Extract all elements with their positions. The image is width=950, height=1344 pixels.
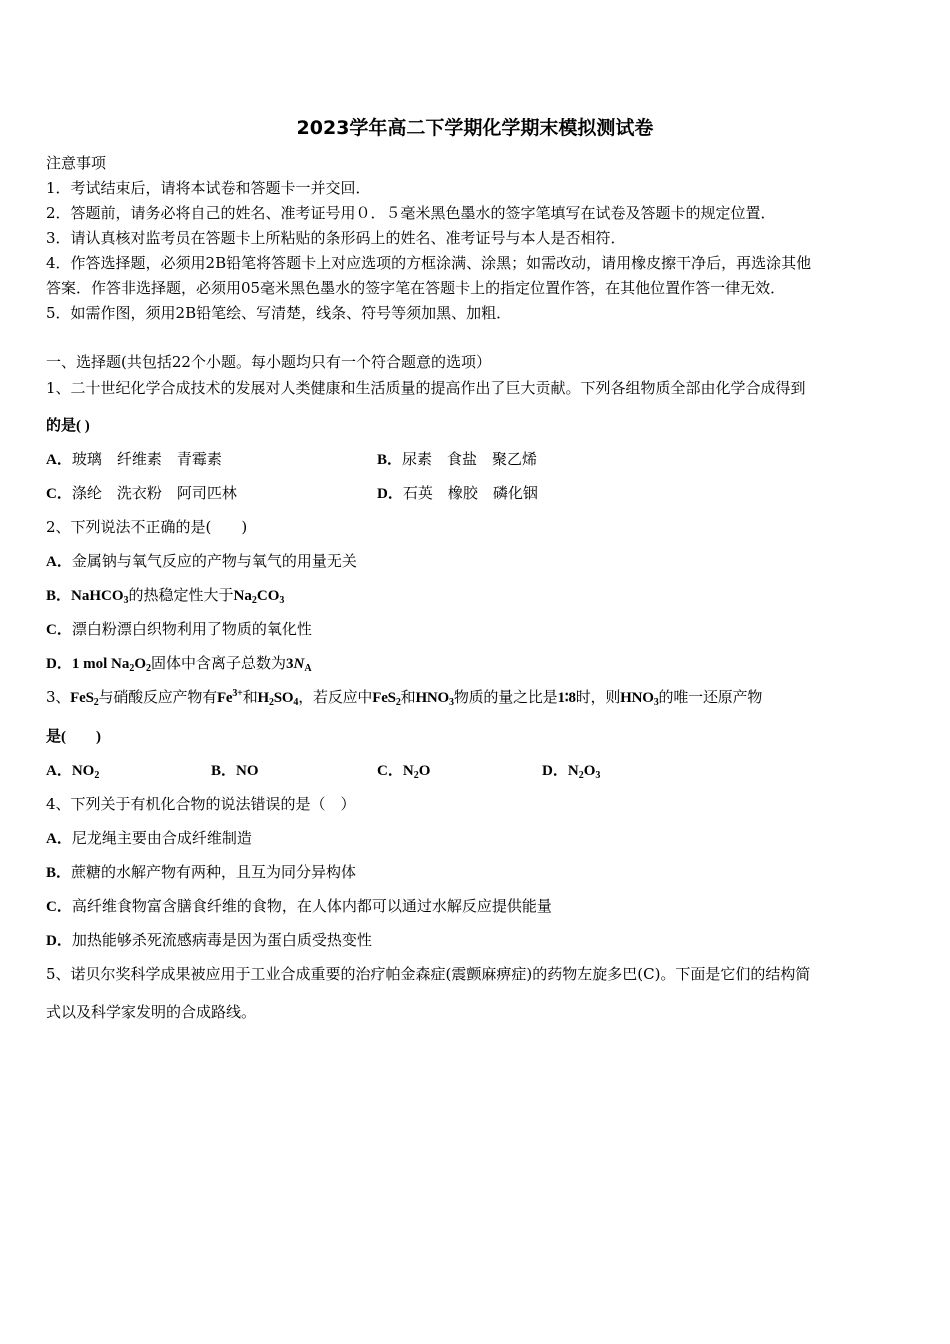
q3-option-b: B．NO (211, 763, 259, 779)
q3-option-c: C．$N_2O$ (377, 763, 431, 781)
q1-option-a: A．玻璃 纤维素 青霉素 (46, 450, 222, 468)
notice-item: 2．答题前，请务必将自己的姓名、准考证号用０．５毫米黑色墨水的签字笔填写在试卷及答题卡的规定位置． (46, 204, 776, 222)
question-4-stem: 4、下列关于有机化合物的说法错误的是（ ） (46, 795, 356, 813)
q4-option-c: C．高纤维食物富含膳食纤维的食物，在人体内都可以通过水解反应提供能量 (46, 897, 552, 915)
q1-option-c: C．涤纶 洗衣粉 阿司匹林 (46, 484, 237, 502)
notice-item: 3．请认真核对监考员在答题卡上所粘贴的条形码上的姓名、准考证号与本人是否相符． (46, 229, 626, 247)
question-3-stem: 3、FeS$_2$与硝酸反应产物有$Fe^{3+}$和$H_2SO_4$，若反应中FeS$_2$和$HNO_3$物质的量之比是1∶8时，则$HNO_3$的唯一还原产物 (46, 688, 763, 708)
question-2-stem: 2、下列说法不正确的是( ) (46, 518, 248, 536)
q2-option-b: B．NaHCO$_3$的热稳定性大于$Na_2CO_3$ (46, 586, 285, 606)
notice-heading: 注意事项 (46, 154, 107, 172)
q4-option-a: A．尼龙绳主要由合成纤维制造 (46, 829, 252, 847)
q1-option-d: D．石英 橡胶 磷化铟 (377, 484, 538, 502)
q3-option-a: A．$NO_2$ (46, 763, 100, 781)
notice-item: 5．如需作图，须用2B铅笔绘、写清楚，线条、符号等须加黑、加粗． (46, 304, 512, 322)
q3-option-d: D．$N_2O_3$ (542, 763, 601, 781)
q4-option-b: B．蔗糖的水解产物有两种，且互为同分异构体 (46, 863, 357, 881)
question-1-stem: 1、二十世纪化学合成技术的发展对人类健康和生活质量的提高作出了巨大贡献。下列各组物质全部由化学合成得到 (46, 379, 806, 397)
q2-option-c: C．漂白粉漂白织物利用了物质的氧化性 (46, 620, 312, 638)
q2-option-d: D．1 mol $Na_2O_2$固体中含离子总数为$3N_A$ (46, 654, 312, 674)
notice-item: 答案．作答非选择题，必须用05毫米黑色墨水的签字笔在答题卡上的指定位置作答，在其他位置作答一律无效． (46, 279, 786, 297)
page-title: 2023学年高二下学期化学期末模拟测试卷 (296, 117, 654, 139)
question-1-stem-end: 的是( ) (46, 418, 90, 434)
question-5-stem-end: 式以及科学家发明的合成路线。 (46, 1003, 257, 1021)
notice-item: 1．考试结束后，请将本试卷和答题卡一并交回． (46, 179, 371, 197)
q4-option-d: D．加热能够杀死流感病毒是因为蛋白质受热变性 (46, 931, 372, 949)
notice-item: 4．作答选择题，必须用2B铅笔将答题卡上对应选项的方框涂满、涂黑；如需改动，请用橡皮擦干净后，再选涂其他 (46, 254, 812, 272)
section-heading: 一、选择题(共包括22个小题。每小题均只有一个符合题意的选项） (46, 353, 491, 371)
q2-option-a: A．金属钠与氧气反应的产物与氧气的用量无关 (46, 552, 357, 570)
question-5-stem: 5、诺贝尔奖科学成果被应用于工业合成重要的治疗帕金森症(震颤麻痹症)的药物左旋多巴(C)。下面是它们的结构简 (46, 965, 811, 983)
q1-option-b: B．尿素 食盐 聚乙烯 (377, 450, 538, 468)
question-3-stem-end: 是( ) (46, 729, 101, 745)
